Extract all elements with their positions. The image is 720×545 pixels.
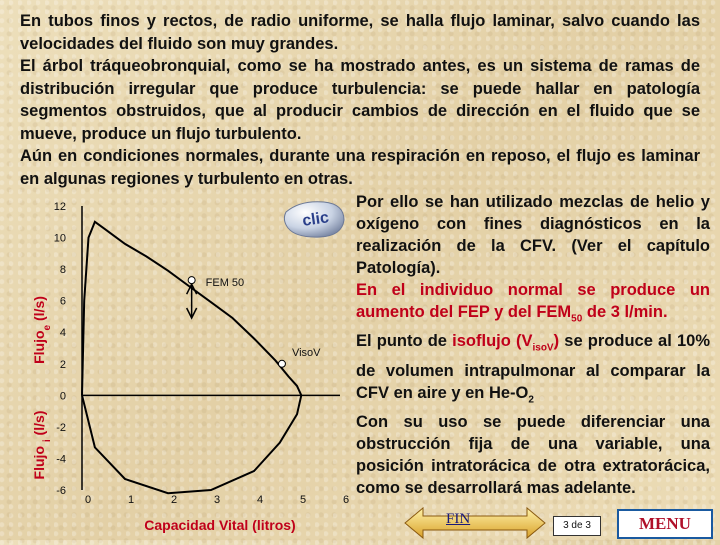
clic-button[interactable] (280, 198, 348, 240)
isoflow-text-d: se produce al 10% de volumen intrapulmonar al comparar la CFV en aire y en He-O (356, 332, 710, 402)
y-label-bottom-main: Flujo (31, 442, 47, 480)
right-paragraph-1: Por ello se han utilizado mezclas de helio y oxígeno con fines diagnósticos en la realización de la CFV. (Ver el capítulo Patología). (356, 193, 710, 277)
y-tick-label: 0 (59, 390, 66, 403)
isoflow-text-b: isoflujo (V (452, 332, 533, 351)
double-arrow-icon (403, 506, 547, 540)
x-tick-label: 5 (299, 494, 307, 506)
y-tick-label: -4 (56, 453, 66, 466)
x-tick-label: 1 (127, 494, 135, 506)
y-label-top-sub: e (41, 324, 53, 331)
right-paragraph-4: Con su uso se puede diferenciar una obstrucción fija de una variable, una posición intratorácica de otra extratorácica, como se desarrollará mas adelante. (356, 412, 710, 497)
right-paragraph-2 (356, 279, 710, 330)
svg-text:Flujo i (l/s) (31, 411, 53, 480)
flow-volume-chart (0, 190, 360, 540)
intro-paragraph-1: En tubos finos y rectos, de radio uniforme, se halla flujo laminar, salvo cuando las velocidades del fluido son muy grandes. (20, 12, 700, 53)
fem-text-sub: 50 (571, 313, 583, 325)
fem-text-a: En el individuo normal se produce un aumento del FEP y del FEM (356, 281, 710, 321)
inspiratory-curve (82, 395, 301, 493)
y-label-top-main: Flujo (31, 330, 47, 364)
clic-badge-icon (280, 198, 348, 240)
y-axis-label-bottom (31, 411, 53, 480)
y-label-top-unit: (l/s) (31, 296, 47, 325)
x-axis-label: Capacidad Vital (litros) (144, 517, 296, 533)
fem-text-b: de 3 l/min. (582, 303, 668, 321)
isoflow-text-sub: isoV (532, 342, 554, 354)
x-tick-label: 6 (342, 494, 350, 506)
navigation-arrows[interactable] (403, 506, 547, 545)
isoflow-text-sub2: 2 (528, 393, 534, 405)
right-text (356, 191, 710, 499)
intro-paragraph-2: El árbol tráqueobronquial, como se ha mostrado antes, es un sistema de ramas de distribución irregular que produce turbulencia: se puede hallar en patología segmentos obstruidos, que al producir cambios de dirección en el fluido que se mueve, produce un flujo turbulento. (20, 57, 700, 143)
x-tick-label: 4 (256, 494, 264, 506)
svg-text:Flujoe (l/s) (31, 296, 53, 364)
y-tick-label: -2 (56, 421, 66, 434)
y-axis-label-top (31, 296, 53, 364)
y-label-bottom-sub: i (41, 439, 53, 443)
y-label-bottom-unit: (l/s) (31, 410, 47, 440)
y-tick-label: 8 (59, 264, 66, 277)
page-indicator: 3 de 3 (553, 516, 601, 536)
y-tick-label: 10 (53, 232, 66, 245)
fem50-point (188, 277, 195, 284)
fin-link[interactable]: FIN (446, 511, 471, 527)
isov-point (278, 360, 285, 367)
fem50-label: FEM 50 (205, 277, 245, 290)
y-tick-label: 4 (59, 327, 66, 340)
x-tick-label: 3 (213, 494, 221, 506)
y-tick-label: 12 (53, 201, 66, 213)
x-tick-label: 2 (170, 494, 178, 506)
isoflow-text-a: El punto de (356, 332, 453, 351)
y-tick-label: 2 (59, 358, 66, 371)
isov-label: VisoV (291, 346, 321, 359)
intro-paragraph-3: Aún en condiciones normales, durante una respiración en reposo, el flujo es laminar en algunas regiones y turbulento en otras. (20, 147, 700, 188)
x-tick-label: 0 (84, 494, 92, 506)
y-tick-label: 6 (59, 295, 66, 308)
menu-button[interactable]: MENU (617, 509, 713, 539)
isoflow-text-c: ) (553, 332, 560, 351)
clic-label: clic (301, 209, 331, 230)
right-paragraph-3 (356, 330, 710, 411)
y-tick-label: -6 (56, 485, 66, 497)
intro-text (20, 10, 700, 190)
